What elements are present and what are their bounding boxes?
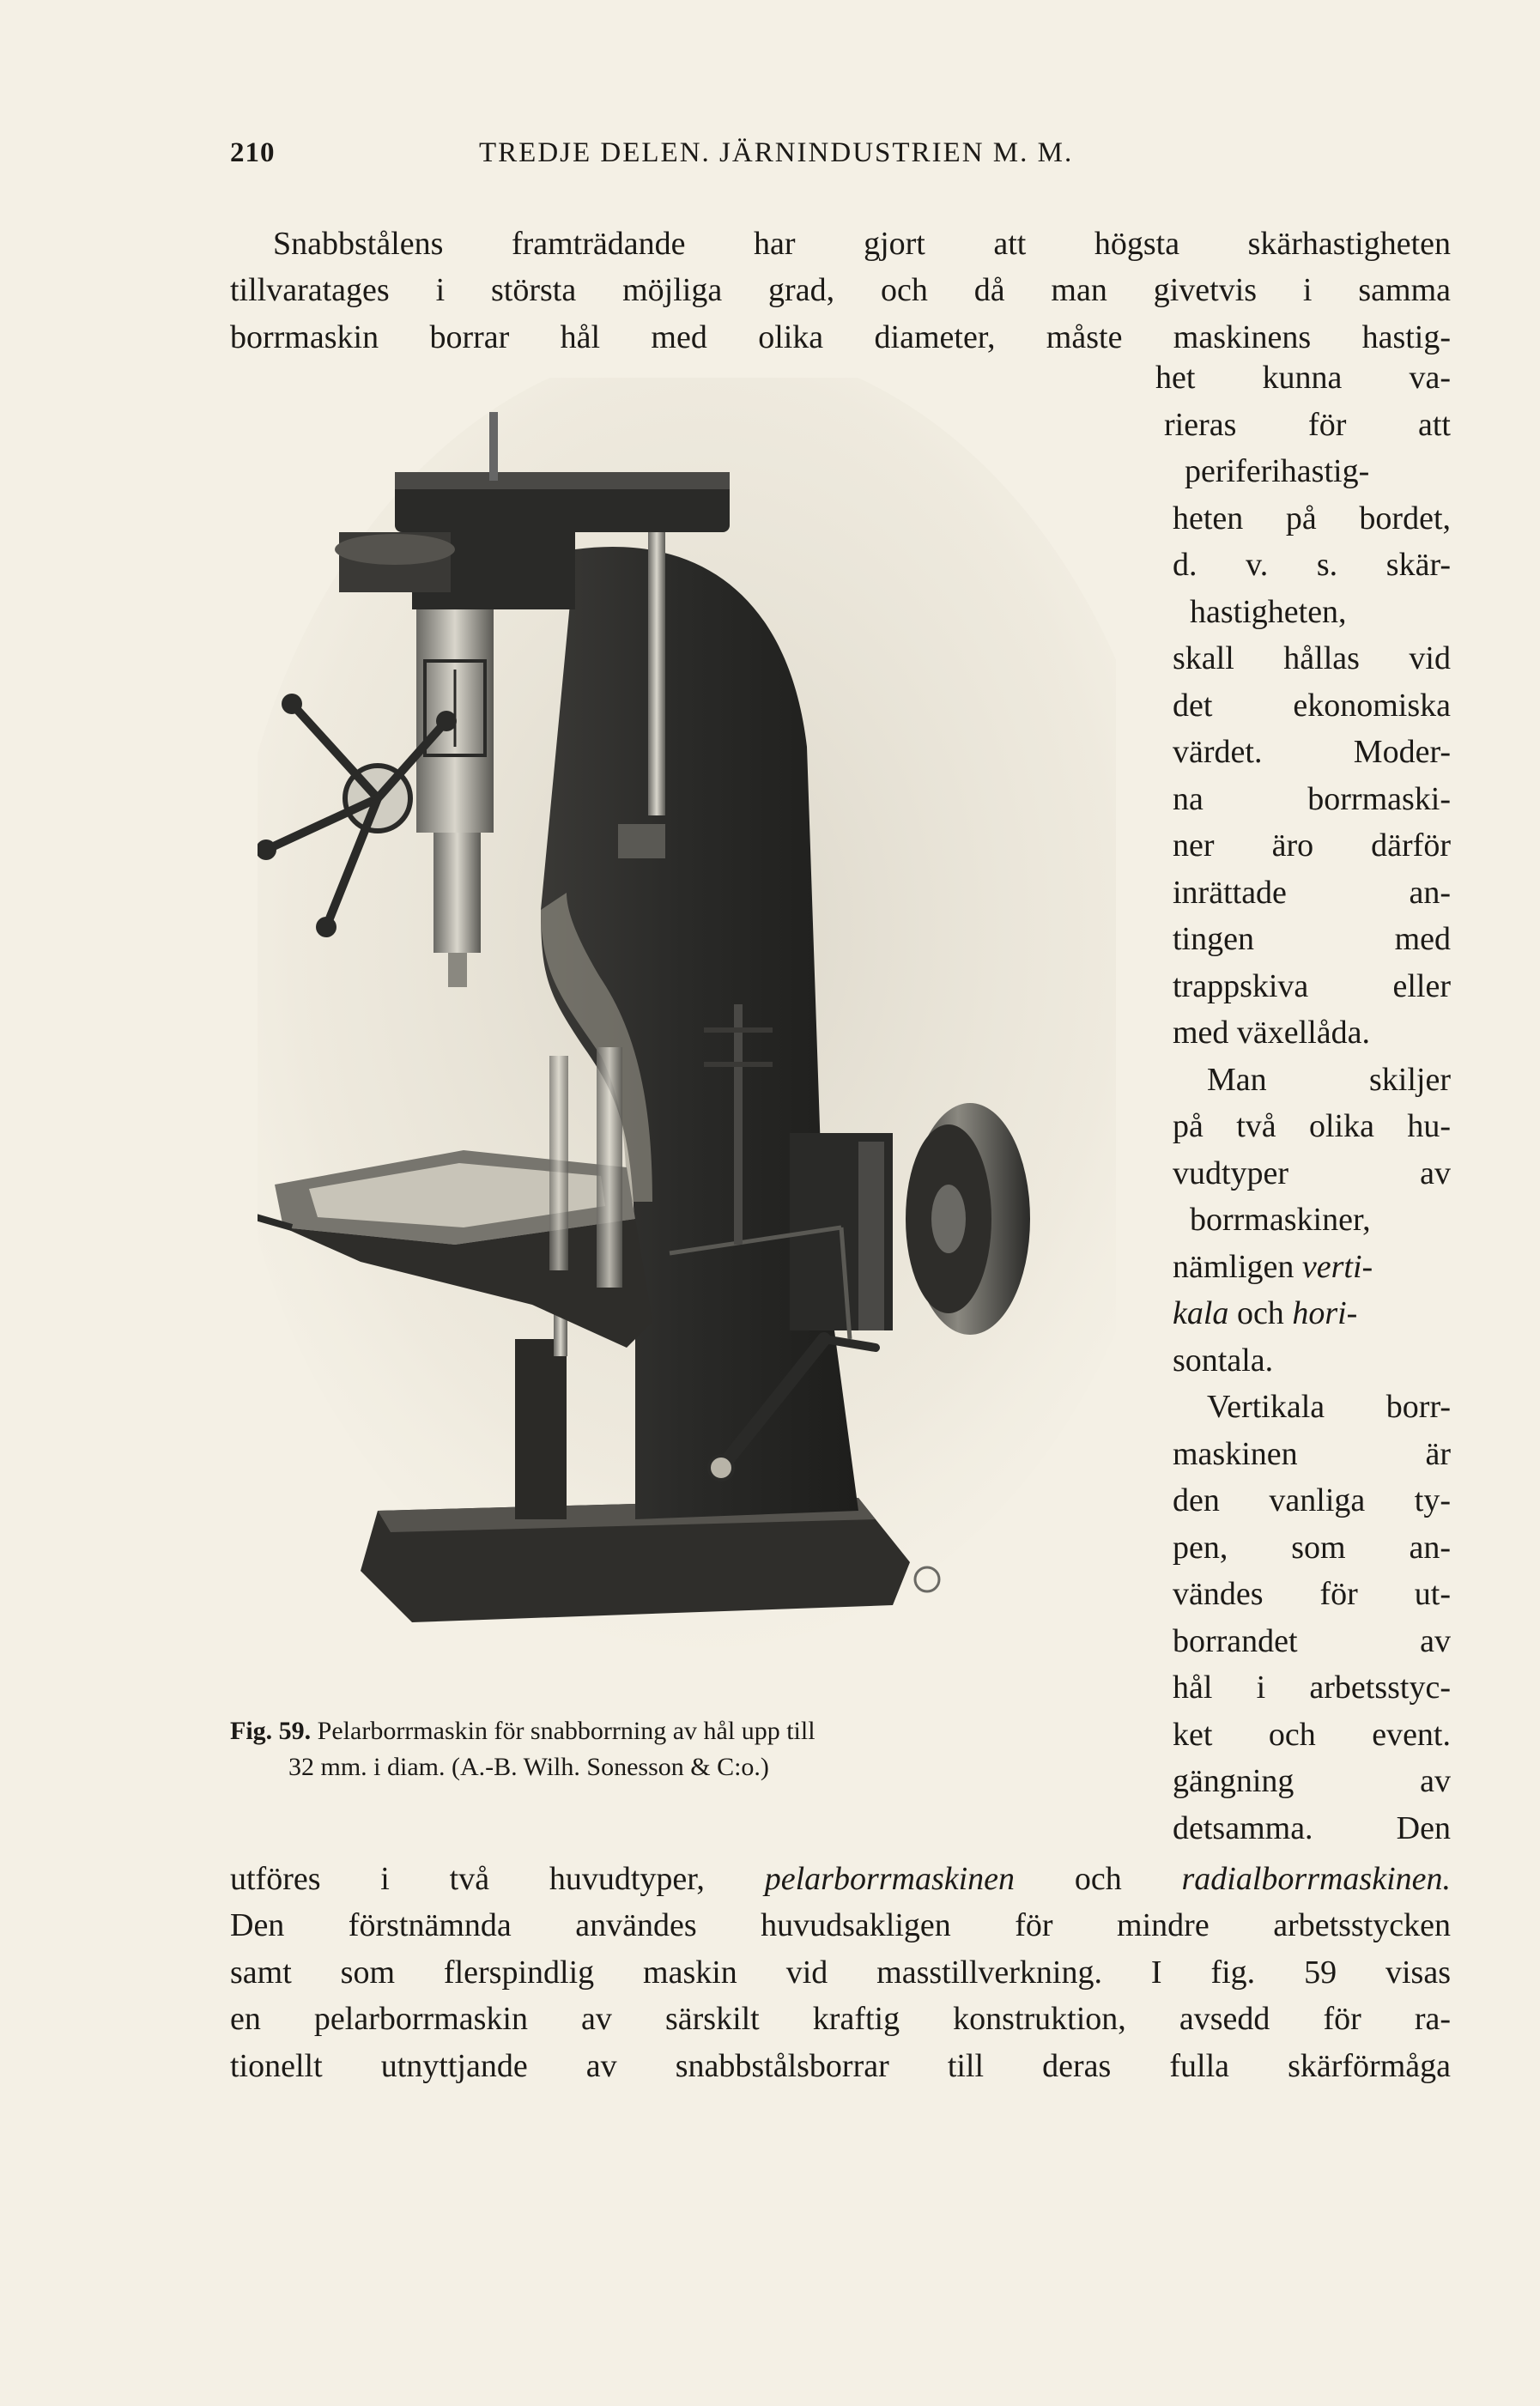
column-line: periferihastig-: [1185, 453, 1370, 489]
column-line: detsamma. Den: [1173, 1809, 1451, 1846]
column-line: det ekonomiska: [1173, 687, 1451, 724]
column-line: med växellåda.: [1173, 1015, 1371, 1051]
indicator-rod: [734, 1004, 743, 1245]
column-line: rieras för att: [1164, 406, 1451, 443]
column-line: tingen med: [1173, 921, 1451, 957]
column-line: på två olika hu-: [1173, 1108, 1451, 1144]
maker-plate: [618, 824, 665, 858]
text-line: Snabbstålens framträdande har gjort att högsta skärhastigheten: [273, 226, 1451, 262]
column-line: värdet. Moder-: [1173, 734, 1451, 770]
counter-rod: [648, 532, 665, 815]
text-line: borrmaskin borrar hål med olika diameter, måste maskinens hastig-: [230, 319, 1451, 355]
running-title: TREDJE DELEN. JÄRNINDUSTRIEN M. M.: [479, 137, 1074, 168]
text-line: en pelarborrmaskin av särskilt kraftig konstruktion, avsedd för ra-: [230, 2001, 1451, 2037]
table-guide-rod-2: [549, 1056, 568, 1270]
column-line: Man skiljer: [1207, 1061, 1451, 1098]
table-support: [515, 1339, 567, 1519]
spindle: [434, 833, 481, 953]
page-number: 210: [230, 137, 276, 168]
gear-box-side: [858, 1142, 884, 1330]
column-line: vudtyper av: [1173, 1155, 1451, 1191]
text-line: utföres i två huvudtyper, pelarborrmaskinen och radialborrmaskinen.: [230, 1861, 1451, 1897]
column-line: sontala.: [1173, 1342, 1274, 1379]
text-line: samt som flerspindlig maskin vid masstillverkning. I fig. 59 visas: [230, 1954, 1451, 1991]
text-line: tillvaratages i största möjliga grad, och då man givetvis i samma: [230, 272, 1451, 308]
column-line: skall hållas vid: [1173, 640, 1451, 676]
column-line: ner äro därför: [1173, 827, 1451, 864]
figure-59-illustration: [258, 378, 1116, 1665]
column-line: pen, som an-: [1173, 1529, 1451, 1566]
spindle-nose: [448, 953, 467, 987]
column-line: het kunna va-: [1155, 360, 1451, 396]
column-line: hål i arbetsstyc-: [1173, 1670, 1451, 1706]
column-line-italic: nämligen verti-: [1173, 1248, 1373, 1285]
figure-caption: [230, 1713, 1157, 1785]
column-line: na borrmaski-: [1173, 780, 1451, 817]
pulley-hub: [931, 1185, 966, 1253]
column-line: hastigheten,: [1190, 593, 1347, 630]
column-line: gängning av: [1173, 1763, 1451, 1799]
column-line: d. v. s. skär-: [1173, 547, 1451, 583]
column-line: inrättade an-: [1173, 874, 1451, 911]
column-line: vändes för ut-: [1173, 1576, 1451, 1612]
column-line: borrandet av: [1173, 1622, 1451, 1659]
column-line: den vanliga ty-: [1173, 1482, 1451, 1518]
table-guide-rod: [597, 1047, 622, 1288]
column-line-italic: kala och hori-: [1173, 1295, 1358, 1331]
column-line: borrmaskiner,: [1190, 1202, 1371, 1238]
wrapped-text-column: [1155, 355, 1451, 1851]
lever-knob: [709, 1456, 733, 1480]
text-line: Den förstnämnda användes huvudsakligen för mindre arbetsstycken: [230, 1907, 1451, 1943]
caption-line-2: 32 mm. i diam. (A.-B. Wilh. Sonesson & C:o.): [288, 1753, 769, 1781]
caption-line-1: Fig. 59. Pelarborrmaskin för snabborrning av hål upp till: [230, 1717, 815, 1745]
column-line: ket och event.: [1173, 1716, 1451, 1753]
column-line: maskinen är: [1173, 1435, 1451, 1472]
gear-cap: [335, 534, 455, 565]
drill-press-drawing: [258, 378, 1116, 1665]
column-line: heten på bordet,: [1173, 500, 1451, 536]
text-line: tionellt utnyttjande av snabbstålsborrar till deras fulla skärförmåga: [230, 2048, 1451, 2084]
running-header: [230, 137, 1226, 180]
top-arm-edge: [395, 472, 730, 489]
top-rod: [489, 412, 498, 481]
column-line: trappskiva eller: [1173, 967, 1451, 1004]
figure-label: Fig. 59.: [230, 1717, 312, 1745]
column-line: Vertikala borr-: [1207, 1389, 1451, 1425]
